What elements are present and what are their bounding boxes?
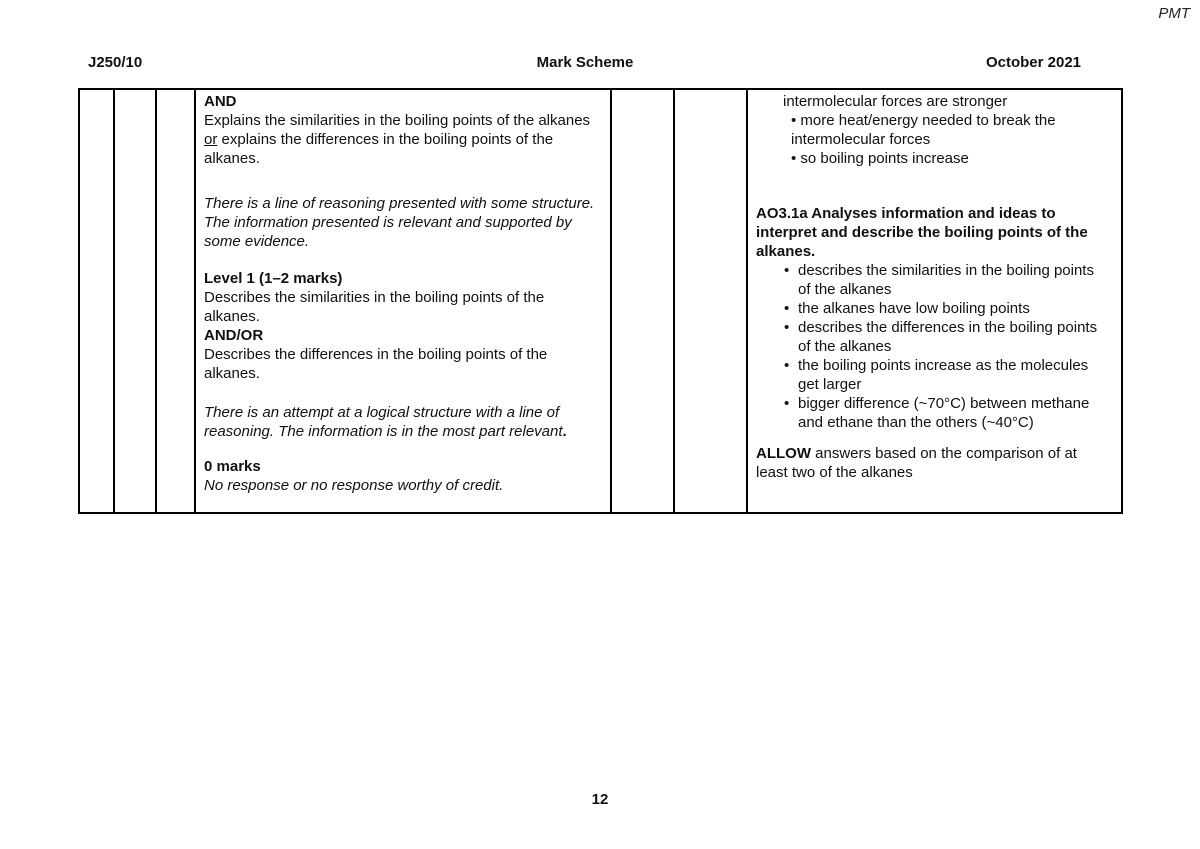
text-run: Describes the similarities in the boiling points of the alkanes.: [204, 289, 545, 325]
text-run: answers based on the comparison of at least two of the alkanes: [756, 445, 1077, 481]
text-run: more heat/energy needed to break the intermolecular forces: [791, 112, 1056, 148]
text-run: Explains the similarities in the boiling points of the alkanes: [204, 112, 591, 129]
bullet-item: [791, 149, 1109, 168]
paragraph: [204, 457, 598, 476]
paragraph: [204, 326, 598, 345]
bullet-marker: •: [784, 300, 790, 317]
bullet-marker: •: [784, 357, 790, 374]
bullet-item: [791, 111, 1109, 149]
text-run: the boiling points increase as the molecules get larger: [798, 357, 1089, 393]
spacer: [756, 432, 1109, 444]
document-title: Mark Scheme: [536, 54, 634, 71]
bullet-marker: •: [791, 150, 801, 167]
bullet-item: [784, 299, 1109, 318]
paragraph: [204, 288, 598, 326]
paragraph: [783, 92, 1109, 111]
text-run: Level 1 (1–2 marks): [204, 270, 343, 287]
text-run: AND: [204, 93, 237, 110]
bullet-marker: •: [784, 319, 790, 336]
guidance-cell: [748, 90, 1121, 512]
pmt-watermark: PMT: [1158, 5, 1190, 22]
text-run: so boiling points increase: [800, 150, 969, 167]
paragraph: [204, 403, 598, 441]
paragraph: [204, 92, 598, 111]
paragraph: [756, 204, 1109, 261]
text-run: intermolecular forces are stronger: [783, 93, 1008, 110]
text-run: No response or no response worthy of credit.: [204, 477, 504, 494]
bullet-item: [784, 394, 1109, 432]
bullet-item: [784, 356, 1109, 394]
text-run: AND/OR: [204, 327, 264, 344]
text-run: AO3.1a Analyses information and ideas to interpret and describe the boiling points of the alkanes.: [756, 205, 1088, 260]
bullet-marker: •: [784, 395, 790, 412]
paragraph: [204, 194, 598, 251]
ao-cell: [675, 90, 748, 512]
text-run: the alkanes have low boiling points: [798, 300, 1030, 317]
paragraph: [204, 476, 598, 495]
paragraph: [756, 444, 1109, 482]
paper-code: J250/10: [88, 54, 143, 71]
text-run: There is a line of reasoning presented with some structure. The information presented is relevant and supported by some evidence.: [204, 195, 595, 250]
text-run: bigger difference (~70°C) between methane and ethane than the others (~40°C): [798, 395, 1090, 431]
bullet-item: [784, 318, 1109, 356]
text-run: There is an attempt at a logical structure with a line of reasoning. The information is in the most part relevant: [204, 404, 563, 440]
paragraph: [204, 345, 598, 383]
exam-date: October 2021: [985, 54, 1081, 71]
sub-sub-question-cell: [157, 90, 196, 512]
text-run: .: [562, 423, 567, 440]
text-run: or: [204, 131, 218, 148]
mark-scheme-table: [78, 88, 1123, 514]
paragraph: [204, 269, 598, 288]
text-run: describes the similarities in the boiling points of the alkanes: [798, 262, 1094, 298]
question-number-cell: [80, 90, 115, 512]
answer-cell: [196, 90, 612, 512]
text-run: explains the differences in the boiling points of the alkanes.: [204, 131, 554, 167]
text-run: 0 marks: [204, 458, 261, 475]
text-run: describes the differences in the boiling points of the alkanes: [798, 319, 1098, 355]
marks-cell: [612, 90, 675, 512]
bullet-marker: •: [791, 112, 801, 129]
spacer: [204, 383, 598, 403]
page-number: 12: [591, 791, 609, 808]
sub-question-cell: [115, 90, 157, 512]
spacer: [204, 251, 598, 269]
spacer: [756, 168, 1109, 204]
text-run: ALLOW: [756, 445, 811, 462]
spacer: [204, 168, 598, 194]
bullet-item: [784, 261, 1109, 299]
paragraph: [204, 111, 598, 168]
spacer: [204, 441, 598, 457]
bullet-marker: •: [784, 262, 790, 279]
text-run: Describes the differences in the boiling points of the alkanes.: [204, 346, 548, 382]
